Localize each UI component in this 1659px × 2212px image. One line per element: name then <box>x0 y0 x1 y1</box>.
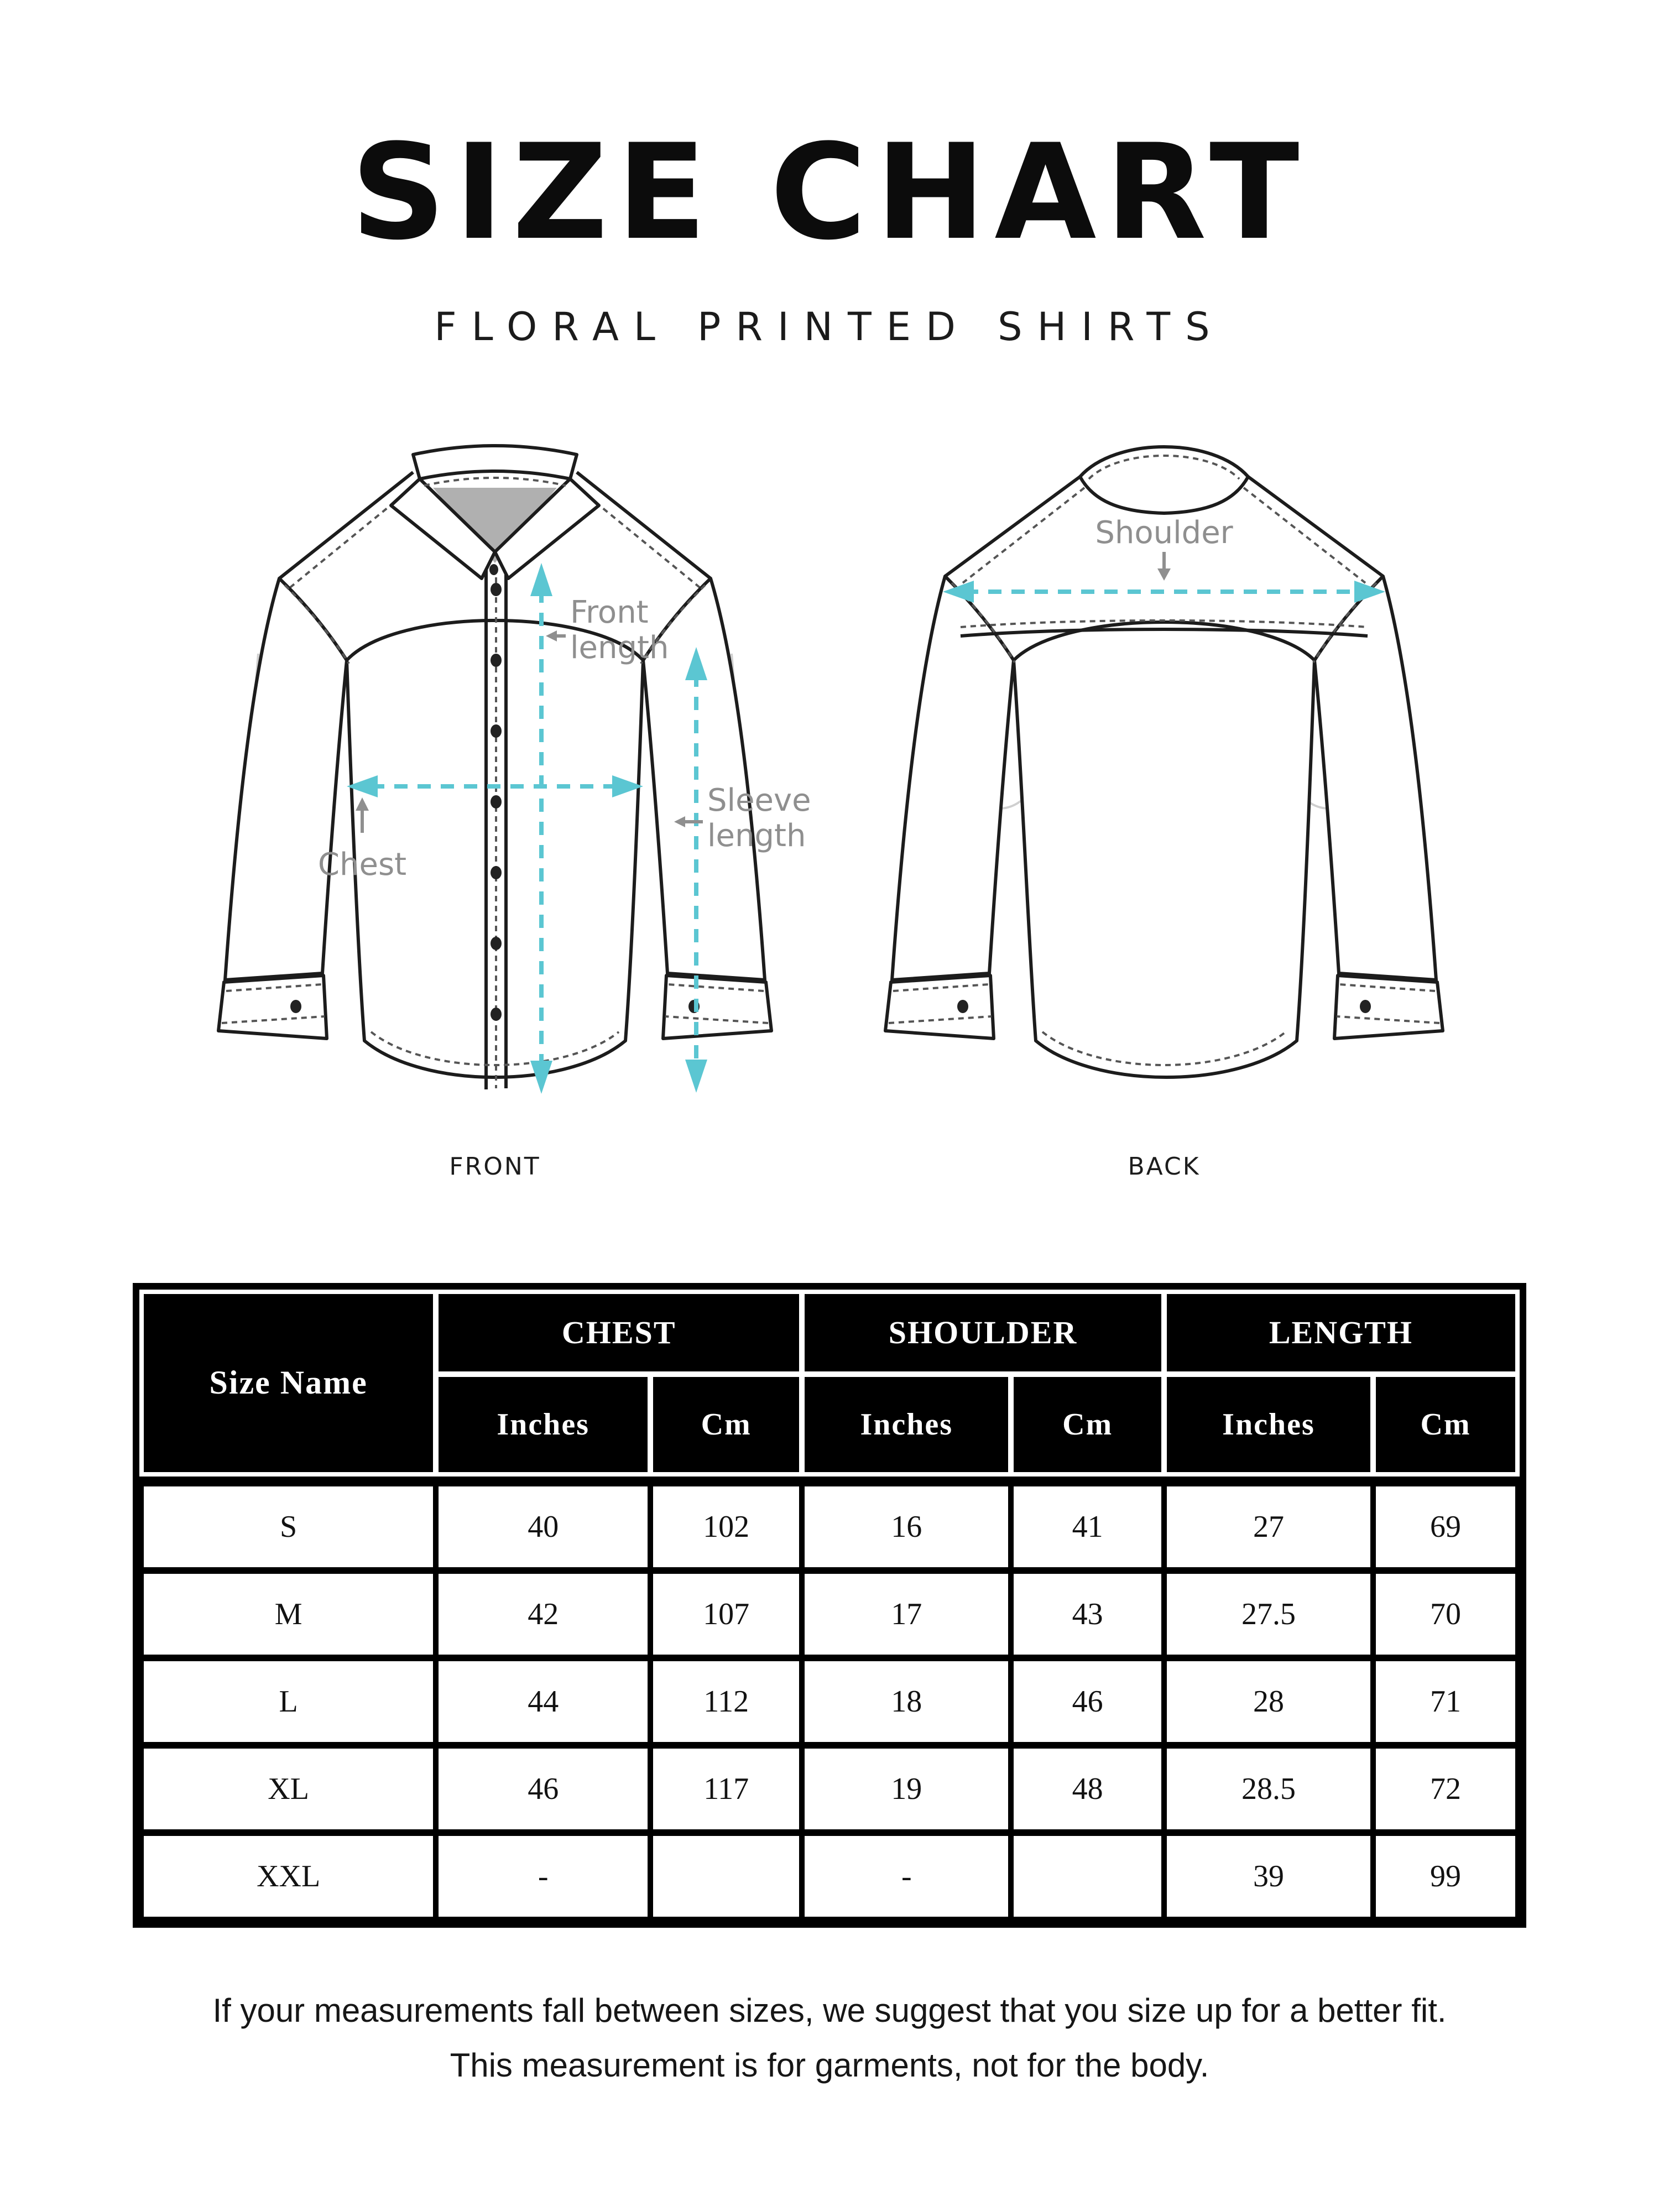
front-length-label: Front <box>570 594 649 630</box>
col-group-shoulder: SHOULDER <box>805 1294 1161 1371</box>
value-cell: 17 <box>805 1574 1008 1655</box>
value-cell: 28 <box>1167 1661 1370 1742</box>
svg-text:length: length <box>570 629 669 666</box>
footer-line-1: If your measurements fall between sizes, we suggest that you size up for a better fit. <box>212 1991 1447 2029</box>
back-caption: BACK <box>1128 1152 1201 1181</box>
value-cell: 41 <box>1014 1486 1161 1567</box>
value-cell: - <box>805 1836 1008 1917</box>
value-cell: 16 <box>805 1486 1008 1567</box>
table-body <box>139 1477 1520 1921</box>
col-header-chest-cm: Cm <box>653 1377 799 1472</box>
size-cell: S <box>144 1486 433 1567</box>
value-cell: 102 <box>653 1486 799 1567</box>
value-cell: 112 <box>653 1661 799 1742</box>
value-cell: 99 <box>1376 1836 1515 1917</box>
sleeve-length-label: Sleeve <box>707 782 811 818</box>
value-cell: 69 <box>1376 1486 1515 1567</box>
page-subtitle: FLORAL PRINTED SHIRTS <box>434 304 1225 349</box>
value-cell: 44 <box>439 1661 648 1742</box>
chest-label: Chest <box>317 846 407 883</box>
value-cell: 107 <box>653 1574 799 1655</box>
front-caption: FRONT <box>449 1152 541 1181</box>
col-header-shoulder-cm: Cm <box>1014 1377 1161 1472</box>
value-cell: 28.5 <box>1167 1749 1370 1829</box>
value-cell: 117 <box>653 1749 799 1829</box>
col-group-chest: CHEST <box>439 1294 799 1371</box>
back-measure-labels <box>1095 515 1233 581</box>
value-cell: 39 <box>1167 1836 1370 1917</box>
value-cell: 19 <box>805 1749 1008 1829</box>
svg-text:length: length <box>707 817 806 854</box>
table-header <box>139 1290 1520 1477</box>
col-header-chest-inches: Inches <box>439 1377 648 1472</box>
value-cell: 40 <box>439 1486 648 1567</box>
value-cell: 46 <box>1014 1661 1161 1742</box>
size-cell: L <box>144 1661 433 1742</box>
front-shirt-diagram <box>185 421 811 1151</box>
value-cell: 48 <box>1014 1749 1161 1829</box>
value-cell <box>1014 1836 1161 1917</box>
front-shirt-figure <box>185 421 811 1181</box>
col-header-length-cm: Cm <box>1376 1377 1515 1472</box>
value-cell: 43 <box>1014 1574 1161 1655</box>
value-cell: 70 <box>1376 1574 1515 1655</box>
value-cell: 46 <box>439 1749 648 1829</box>
value-cell: 18 <box>805 1661 1008 1742</box>
col-header-length-inches: Inches <box>1167 1377 1370 1472</box>
size-cell: M <box>144 1574 433 1655</box>
value-cell: 72 <box>1376 1749 1515 1829</box>
back-shirt-figure <box>854 421 1474 1181</box>
col-header-shoulder-inches: Inches <box>805 1377 1008 1472</box>
size-cell: XXL <box>144 1836 433 1917</box>
value-cell <box>653 1836 799 1917</box>
footer-line-2: This measurement is for garments, not for the body. <box>450 2046 1209 2084</box>
shoulder-label: Shoulder <box>1095 514 1233 551</box>
back-shirt-diagram <box>854 421 1474 1151</box>
value-cell: 71 <box>1376 1661 1515 1742</box>
value-cell: 27 <box>1167 1486 1370 1567</box>
size-cell: XL <box>144 1749 433 1829</box>
size-chart-table <box>133 1283 1526 1928</box>
value-cell: - <box>439 1836 648 1917</box>
value-cell: 27.5 <box>1167 1574 1370 1655</box>
col-group-length: LENGTH <box>1167 1294 1515 1371</box>
page-title: SIZE CHART <box>351 116 1308 269</box>
shirt-diagrams <box>0 421 1659 1181</box>
value-cell: 42 <box>439 1574 648 1655</box>
col-header-size-name: Size Name <box>144 1294 433 1472</box>
footer-note <box>0 1983 1659 2093</box>
